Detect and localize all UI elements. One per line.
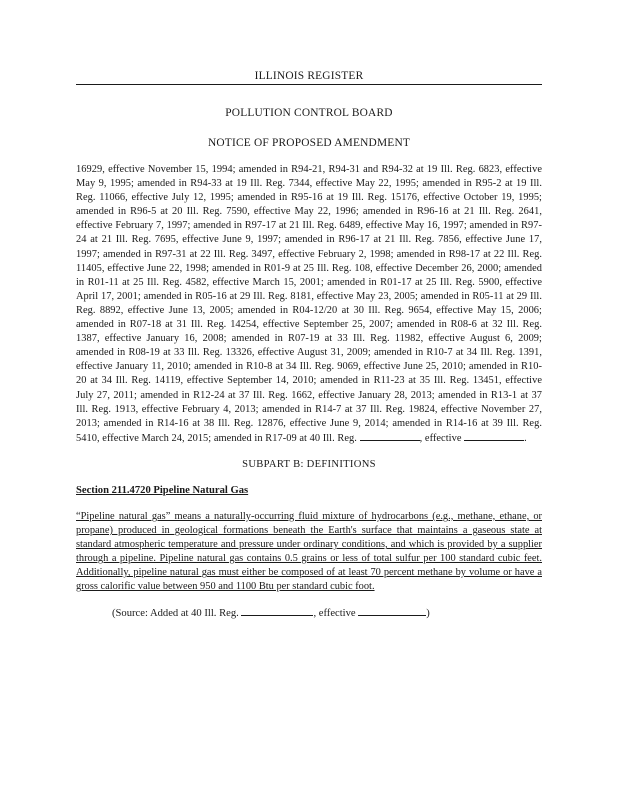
effective-date-blank bbox=[464, 431, 524, 441]
source-note bbox=[76, 606, 542, 619]
notice-title: NOTICE OF PROPOSED AMENDMENT bbox=[207, 137, 411, 149]
source-register-blank bbox=[241, 606, 313, 616]
register-number-blank bbox=[360, 431, 420, 441]
history-effective-label: , effective bbox=[419, 432, 462, 444]
document-page bbox=[76, 70, 542, 619]
source-effective-label: , effective bbox=[313, 608, 356, 620]
source-prefix: (Source: Added at 40 Ill. Reg. bbox=[112, 608, 239, 620]
history-end: . bbox=[524, 432, 527, 444]
subpart-heading: SUBPART B: DEFINITIONS bbox=[242, 458, 376, 470]
section-heading: Section 211.4720 Pipeline Natural Gas bbox=[76, 484, 249, 496]
definition-paragraph: “Pipeline natural gas” means a naturally-occurring fluid mixture of hydrocarbons (e.g., methane, ethane, or propane) produced in geological formations beneath the Earth's surface that maintains a gaseous state at standard atmospheric temperature and pressure under ordinary conditions, and which is provided by a supplier through a pipeline. Pipeline natural gas contains 0.5 grains or less of total sulfur per 100 standard cubic feet. Additionally, pipeline natural gas must either be composed of at least 70 percent methane by volume or have a gross calorific value between 950 and 1100 Btu per standard cubic foot. bbox=[76, 510, 542, 593]
source-date-blank bbox=[358, 606, 426, 616]
source-end: ) bbox=[426, 608, 430, 620]
agency-name: POLLUTION CONTROL BOARD bbox=[225, 107, 393, 119]
history-text: 16929, effective November 15, 1994; amended in R94-21, R94-31 and R94-32 at 19 Ill. Reg. 6823, effective May 9, 1995; amended in R94-33 at 19 Ill. Reg. 7344, effective May 22, 1995; amended in R95-2 at 19 Ill. Reg. 11066, effective July 12, 1995; amended in R95-16 at 19 Ill. Reg. 15176, effective October 19, 1995; amended in R96-5 at 20 Ill. Reg. 7590, effective May 22, 1996; amended in R96-16 at 21 Ill. Reg. 2641, effective February 7, 1997; amended in R97-17 at 21 Ill. Reg. 6489, effective May 16, 1997; amended in R97-24 at 21 Ill. Reg. 7695, effective June 9, 1997; amended in R96-17 at 21 Ill. Reg. 7856, effective June 17, 1997; amended in R97-31 at 22 Ill. Reg. 3497, effective February 2, 1998; amended in R98-17 at 22 Ill. Reg. 11405, effective June 22, 1998; amended in R01-9 at 25 Ill. Reg. 108, effective December 26, 2000; amended in R01-11 at 25 Ill. Reg. 4582, effective March 15, 2001; amended in R01-17 at 25 Ill. Reg. 5900, effective April 17, 2001; amended in R05-16 at 29 Ill. Reg. 8181, effective May 23, 2005; amended in R05-11 at 29 Ill. Reg. 8892, effective June 13, 2005; amended in R04-12/20 at 30 Ill. Reg. 9654, effective May 15, 2006; amended in R07-18 at 31 Ill. Reg. 14254, effective September 25, 2007; amended in R08-6 at 32 Ill. Reg. 1387, effective January 16, 2008; amended in R07-19 at 33 Ill. Reg. 11982, effective August 6, 2009; amended in R08-19 at 33 Ill. Reg. 13326, effective August 31, 2009; amended in R10-7 at 34 Ill. Reg. 1391, effective January 11, 2010; amended in R10-8 at 34 Ill. Reg. 9069, effective June 25, 2010; amended in R10-20 at 34 Ill. Reg. 14119, effective September 14, 2010; amended in R11-23 at 35 Ill. Reg. 13451, effective July 27, 2011; amended in R12-24 at 37 Ill. Reg. 1662, effective January 28, 2013; amended in R13-1 at 37 Ill. Reg. 1913, effective February 4, 2013; amended in R14-7 at 37 Ill. Reg. 19824, effective November 27, 2013; amended in R14-16 at 38 Ill. Reg. 12876, effective June 9, 2014; amended in R14-16 at 39 Ill. Reg. 5410, effective March 24, 2015; amended in R17-09 at 40 Ill. Reg. bbox=[76, 164, 542, 444]
register-title: ILLINOIS REGISTER bbox=[76, 70, 542, 85]
amendment-history bbox=[76, 163, 542, 446]
